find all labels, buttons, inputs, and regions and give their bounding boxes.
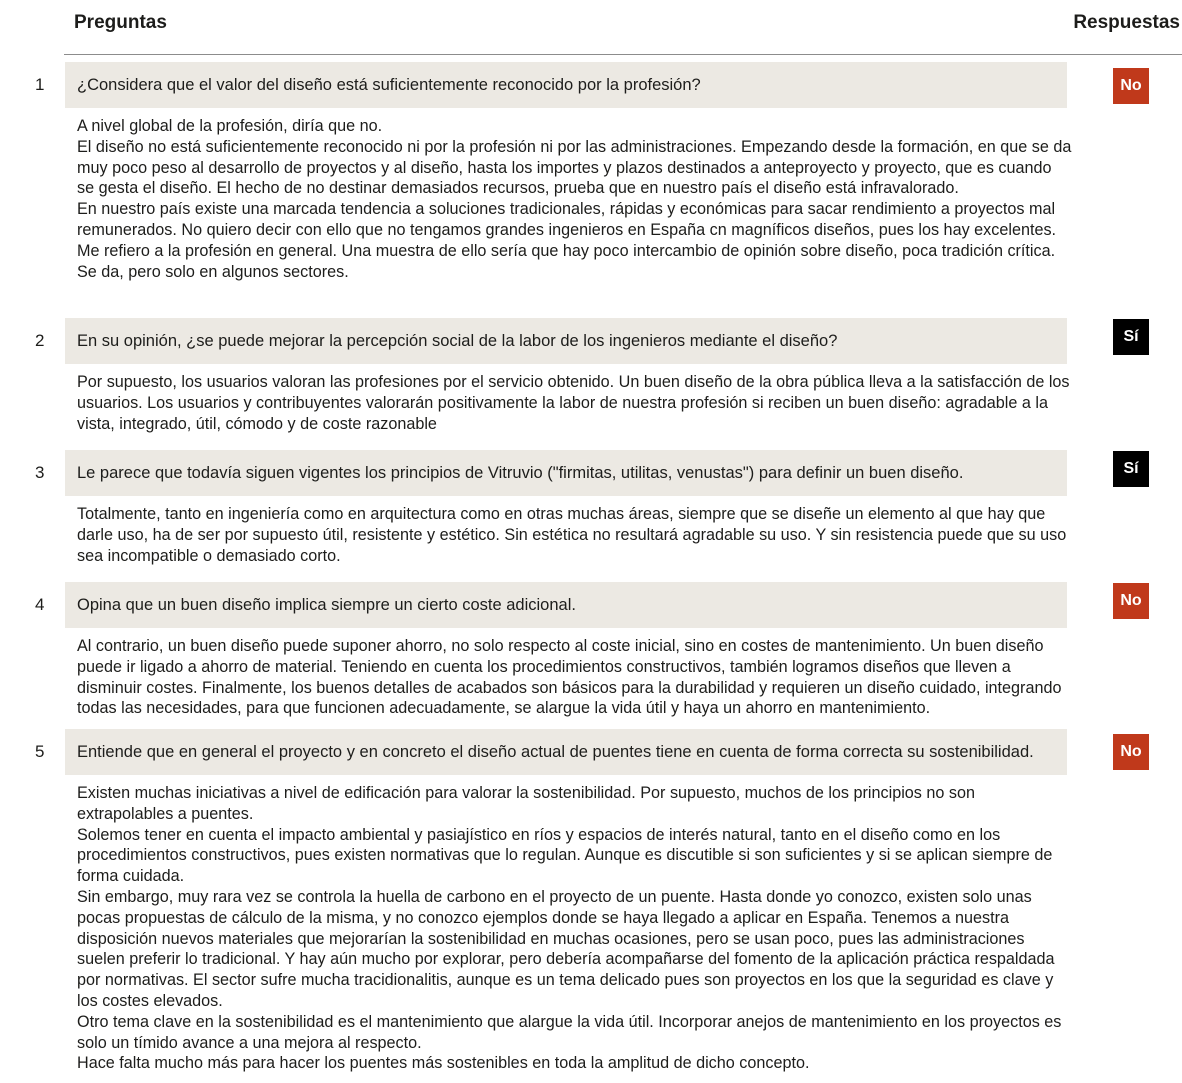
- answer-text: [77, 636, 1072, 719]
- answer-paragraph: Hace falta mucho más para hacer los puentes más sostenibles en toda la amplitud de dicho concepto.: [77, 1054, 810, 1073]
- question-text: Entiende que en general el proyecto y en concreto el diseño actual de puentes tiene en cuenta de forma correcta su sostenibilidad.: [77, 743, 1034, 761]
- answer-badge-si: Sí: [1113, 451, 1149, 487]
- answer-badge-si: Sí: [1113, 319, 1149, 355]
- question-number: 2: [35, 331, 45, 350]
- answer-paragraph: Solemos tener en cuenta el impacto ambiental y pasiajístico en ríos y espacios de interés natural, tanto en el diseño como en los procedimientos constructivos, pues existen normativas que lo regulan. Aunque es discutible si son suficientes y si se aplican siempre de forma cuidada.: [77, 825, 1053, 886]
- answer-badge-no: No: [1113, 734, 1149, 770]
- answer-paragraph: Sin embargo, muy rara vez se controla la huella de carbono en el proyecto de un puente. Hasta donde yo conozco, existen solo unas pocas propuestas de cálculo de la misma, y no conozco ejemplos donde se haya llegado a aplicar en España. Tenemos a nuestra disposición nuevos materiales que mejorarían la sostenibilidad en muchas ocasiones, pero se usan poco, pues las administraciones suelen preferir lo tradicional. Y hay aún mucho por explorar, pero debería acompañarse del fomento de la aplicación práctica respaldada por normativas. El sector sufre mucha tracidionalitis, aunque es un tema delicado pues son proyectos en los que la seguridad es clave y los costes elevados.: [77, 887, 1055, 1010]
- question-bar: [65, 729, 1067, 775]
- answer-paragraph: En nuestro país existe una marcada tendencia a soluciones tradicionales, rápidas y económicas para sacar rendimiento a proyectos mal remunerados. No quiero decir con ello que no tengamos grandes ingenieros en España cn magníficos diseños, pues los hay excelentes. Me refiero a la profesión en general. Una muestra de ello sería que hay poco intercambio de opinión sobre diseño, poca tradición crítica. Se da, pero solo en algunos sectores.: [77, 200, 1057, 281]
- question-text: ¿Considera que el valor del diseño está suficientemente reconocido por la profesión?: [77, 76, 701, 94]
- question-number: 3: [35, 463, 45, 482]
- answers-column-header: Respuestas: [1073, 12, 1180, 33]
- question-number: 4: [35, 595, 45, 614]
- question-bar: [65, 582, 1067, 628]
- answer-badge-no: No: [1113, 68, 1149, 104]
- answer-text: [77, 372, 1072, 434]
- question-number: 1: [35, 75, 45, 94]
- answer-paragraph: Por supuesto, los usuarios valoran las profesiones por el servicio obtenido. Un buen diseño de la obra pública lleva a la satisfacción de los usuarios. Los usuarios y contribuyentes valorarán positivamente la labor de nuestra profesión si reciben un buen diseño: agradable a la vista, integrado, útil, cómodo y de coste razonable: [77, 373, 1070, 433]
- question-number: 5: [35, 742, 45, 761]
- answer-text: [77, 783, 1072, 1074]
- answer-paragraph: A nivel global de la profesión, diría que no.: [77, 117, 383, 135]
- questions-column-header: Preguntas: [74, 12, 167, 33]
- question-bar: [65, 62, 1067, 108]
- answer-paragraph: El diseño no está suficientemente reconocido ni por la profesión ni por las administraciones. Empezando desde la formación, en que se da muy poco peso al desarrollo de proyectos y al diseño, hasta los importes y plazos destinados a anteproyecto y proyecto, que es cuando se gesta el diseño. El hecho de no destinar demasiados recursos, prueba que en nuestro país el diseño está infravalorado.: [77, 137, 1072, 198]
- question-text: En su opinión, ¿se puede mejorar la percepción social de la labor de los ingenieros mediante el diseño?: [77, 332, 838, 350]
- question-bar: [65, 450, 1067, 496]
- table-header: [0, 0, 1182, 55]
- answer-paragraph: Totalmente, tanto en ingeniería como en arquitectura como en otras muchas áreas, siempre que se diseñe un elemento al que hay que darle uso, ha de ser por supuesto útil, resistente y estético. Sin estética no resultará agradable su uso. Y sin resistencia puede que su uso sea incompatible o demasiado corto.: [77, 505, 1067, 565]
- answer-paragraph: Existen muchas iniciativas a nivel de edificación para valorar la sostenibilidad. Por supuesto, muchos de los principios no son extrapolables a puentes.: [77, 784, 975, 823]
- answer-badge-no: No: [1113, 583, 1149, 619]
- header-divider: [64, 54, 1182, 55]
- question-text: Opina que un buen diseño implica siempre un cierto coste adicional.: [77, 596, 576, 614]
- answer-paragraph: Al contrario, un buen diseño puede suponer ahorro, no solo respecto al coste inicial, sino en costes de mantenimiento. Un buen diseño puede ir ligado a ahorro de material. Teniendo en cuenta los procedimientos constructivos, también logramos diseños que lleven a disminuir costes. Finalmente, los buenos detalles de acabados son básicos para la durabilidad y requieren un diseño cuidado, integrando todas las necesidades, para que funcionen adecuadamente, se alargue la vida útil y haya un ahorro en mantenimiento.: [77, 637, 1062, 718]
- answer-text: [77, 116, 1072, 282]
- question-bar: [65, 318, 1067, 364]
- question-text: Le parece que todavía siguen vigentes los principios de Vitruvio ("firmitas, utilitas, venustas") para definir un buen diseño.: [77, 464, 964, 482]
- answer-text: [77, 504, 1072, 566]
- answer-paragraph: Otro tema clave en la sostenibilidad es el mantenimiento que alargue la vida útil. Incorporar anejos de mantenimiento en los proyectos es solo un tímido avance a una mejora al respecto.: [77, 1012, 1062, 1052]
